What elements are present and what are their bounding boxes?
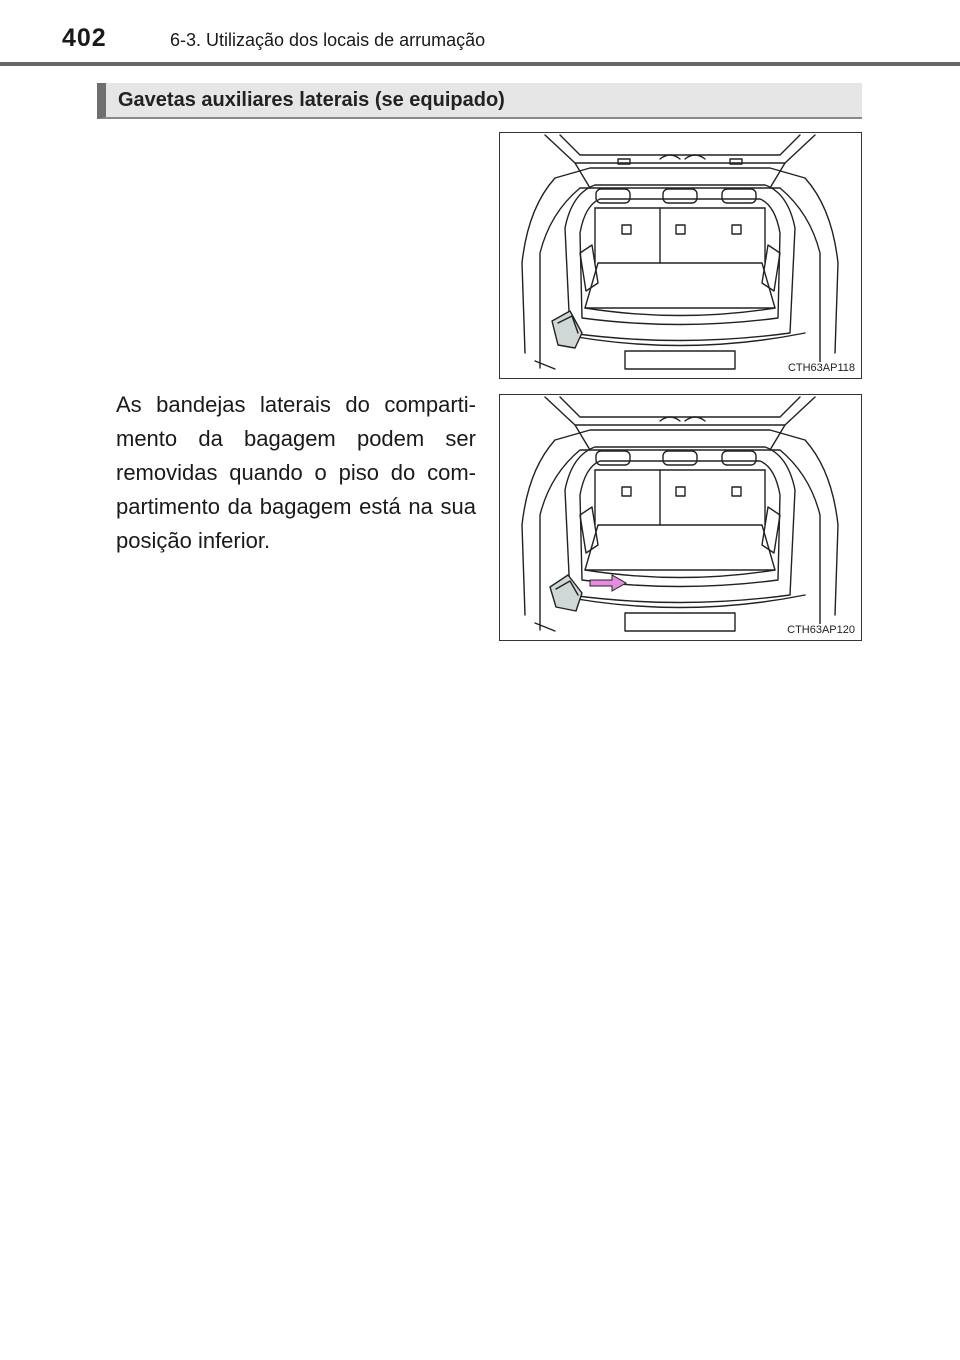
figure-trunk-tray-installed xyxy=(499,132,862,379)
header-rule xyxy=(0,62,960,66)
title-bar xyxy=(97,83,862,119)
page-number: 402 xyxy=(62,24,107,52)
figure-trunk-tray-removal xyxy=(499,394,862,641)
trunk-illustration xyxy=(500,133,860,377)
arrow-icon xyxy=(588,573,628,593)
trunk-illustration xyxy=(500,395,860,639)
page-title: Gavetas auxiliares laterais (se equipado) xyxy=(118,89,505,111)
figure-code: CTH63AP118 xyxy=(787,362,855,374)
figure-code: CTH63AP120 xyxy=(787,624,855,636)
section-header: 6-3. Utilização dos locais de arrumação xyxy=(170,30,486,50)
body-paragraph: As bandejas laterais do compartimento da bagagem podem ser removidas quando o piso do compartimento da bagagem está na sua posição inferior. xyxy=(116,392,476,553)
